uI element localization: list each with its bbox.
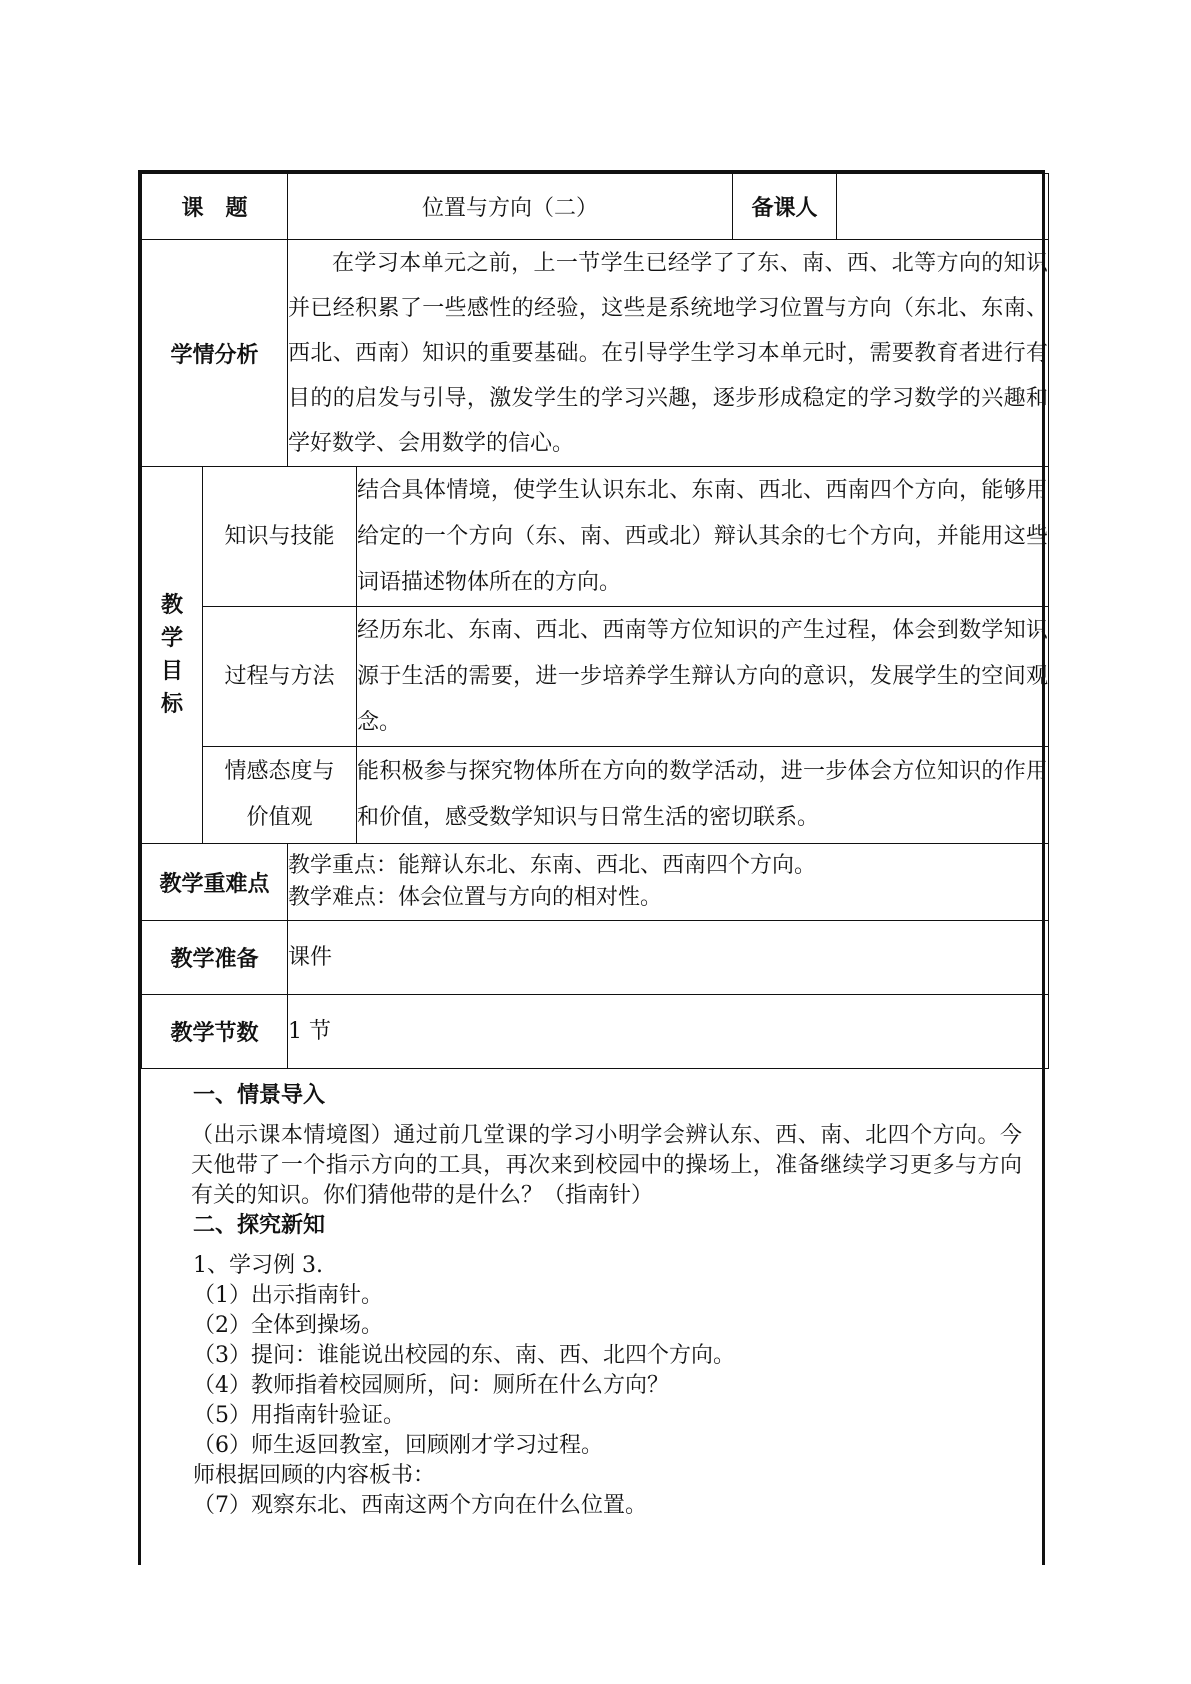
- preparation-value: 课件: [288, 921, 1049, 995]
- step-item: （5）用指南针验证。: [193, 1403, 405, 1428]
- key-points-text: 教学重点：能辩认东北、东南、西北、西南四个方向。 教学难点：体会位置与方向的相对性。: [288, 844, 1049, 921]
- goal-text-process: 经历东北、东南、西北、西南等方位知识的产生过程，体会到数学知识源于生活的需要，进一步培养学生辩认方向的意识，发展学生的空间观念。: [357, 607, 1049, 747]
- key-points-label: 教学重难点: [142, 844, 288, 921]
- step-item: （1）出示指南针。: [193, 1283, 383, 1308]
- goal-text-emotion: 能积极参与探究物体所在方向的数学活动，进一步体会方位知识的作用和价值，感受数学知识与日常生活的密切联系。: [357, 747, 1049, 844]
- lesson-plan-table: [141, 173, 1049, 1069]
- lesson-plan-sheet: [138, 170, 1049, 1565]
- step-item: （6）师生返回教室，回顾刚才学习过程。: [193, 1433, 603, 1458]
- goal-row-process: [142, 607, 1049, 747]
- preparer-label: 备课人: [733, 174, 837, 240]
- section1-text: （出示课本情境图）通过前几堂课的学习小明学会辨认东、西、南、北四个方向。今天他带了一个指示方向的工具，再次来到校园中的操场上，准备继续学习更多与方向有关的知识。你们猜他带的是什么？（指南针）: [191, 1123, 1022, 1208]
- goal-text-knowledge: 结合具体情境，使学生认识东北、东南、西北、西南四个方向，能够用给定的一个方向（东、南、西或北）辩认其余的七个方向，并能用这些词语描述物体所在的方向。: [357, 467, 1049, 607]
- goal-name-emotion: 情感态度与 价值观: [203, 747, 357, 844]
- topic-value: 位置与方向（二）: [288, 174, 733, 240]
- preparation-row: [142, 921, 1049, 995]
- goal-name-knowledge: 知识与技能: [203, 467, 357, 607]
- goal-row-emotion: [142, 747, 1049, 844]
- topic-label: 课 题: [142, 174, 288, 240]
- analysis-text: 在学习本单元之前，上一节学生已经学了了东、南、西、北等方向的知识并已经积累了一些感性的经验，这些是系统地学习位置与方向（东北、东南、西北、西南）知识的重要基础。在引导学生学习本单元时，需要教育者进行有目的的启发与引导，激发学生的学习兴趣，逐步形成稳定的学习数学的兴趣和学好数学、会用数学的信心。: [288, 240, 1049, 467]
- preparation-label: 教学准备: [142, 921, 288, 995]
- analysis-label: 学情分析: [142, 240, 288, 467]
- board-note: 师根据回顾的内容板书：: [193, 1463, 436, 1488]
- periods-label: 教学节数: [142, 995, 288, 1069]
- example-title: 1、学习例 3.: [193, 1253, 323, 1278]
- step-item: （2）全体到操场。: [193, 1313, 383, 1338]
- preparer-value: [837, 174, 1049, 240]
- teaching-process: [141, 1069, 1042, 1521]
- periods-row: [142, 995, 1049, 1069]
- step-item: （4）教师指着校园厕所，问：厕所在什么方向？: [193, 1373, 669, 1398]
- analysis-row: [142, 240, 1049, 467]
- key-points-row: [142, 844, 1049, 921]
- topic-row: [142, 174, 1049, 240]
- section2-title: 二、探究新知: [193, 1213, 326, 1238]
- periods-value: 1 节: [288, 995, 1049, 1069]
- goals-label: 教 学 目 标: [142, 467, 203, 844]
- step-item: （7）观察东北、西南这两个方向在什么位置。: [193, 1493, 647, 1518]
- goal-row-knowledge: [142, 467, 1049, 607]
- section1-title: 一、情景导入: [193, 1083, 326, 1108]
- step-item: （3）提问：谁能说出校园的东、南、西、北四个方向。: [193, 1343, 735, 1368]
- goal-name-process: 过程与方法: [203, 607, 357, 747]
